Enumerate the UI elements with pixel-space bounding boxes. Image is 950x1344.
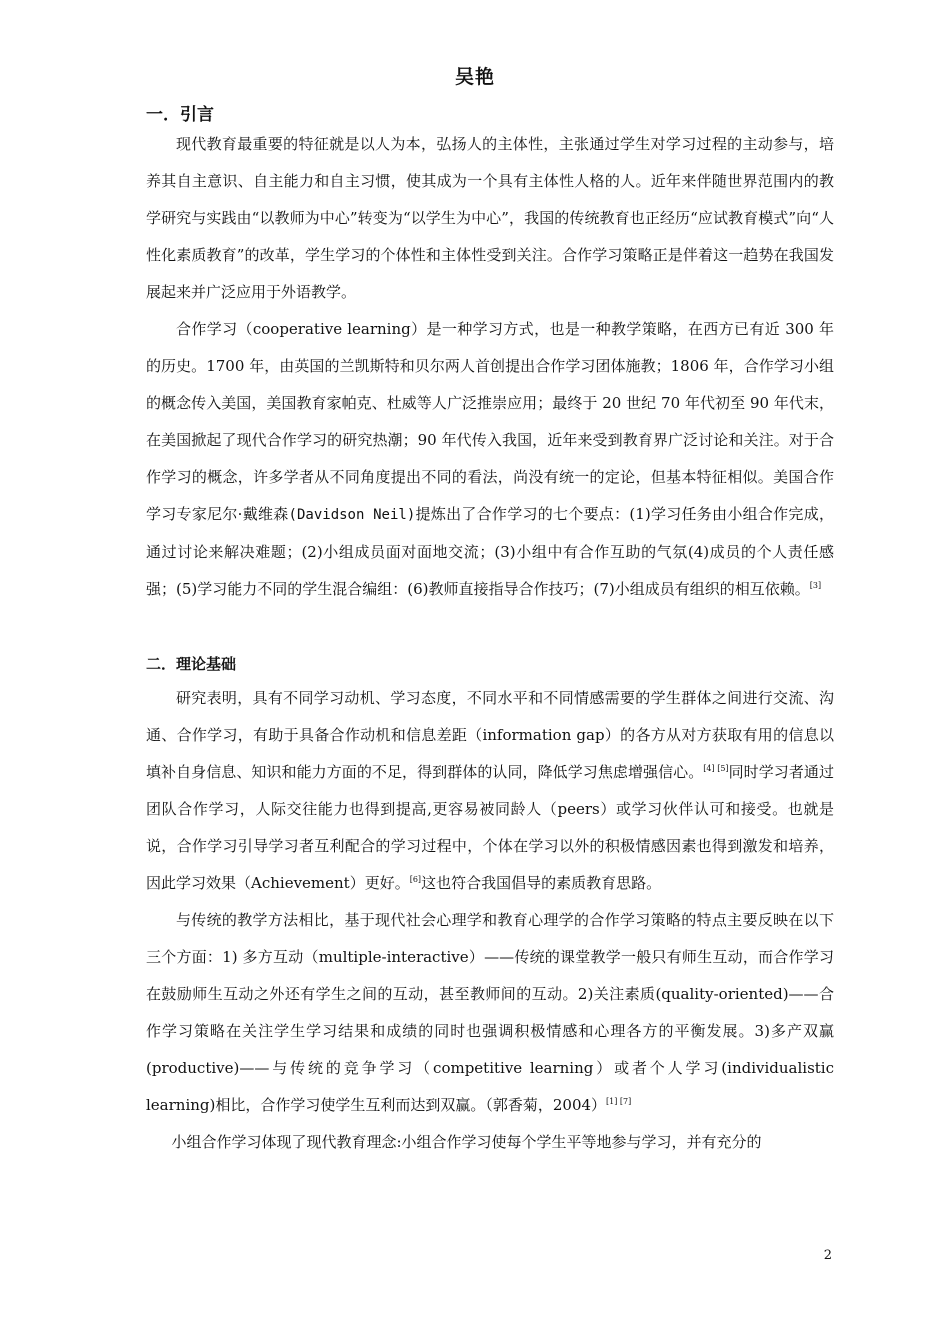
paragraph-text: 这也符合我国倡导的素质教育思路。 (421, 874, 662, 892)
paragraph-text: 合作学习（cooperative learning）是一种学习方式，也是一种教学策略，在西方已有近 300 年的历史。1700 年，由英国的兰凯斯特和贝尔两人首创提出合作学习团体施教；1806 年，合作学习小组的概念传入美国，美国教育家帕克、杜威等人广泛推崇应用；最终于 20 世纪 70 年代初至 90 年代末，在美国掀起了现代合作学习的研究热潮；90 年代传入我国，近年来受到教育界广泛讨论和关注。对于合作学习的概念，许多学者从不同角度提出不同的看法，尚没有统一的定论，但基本特征相似。美国合作学习专家尼尔·戴维森 (146, 320, 834, 523)
citation: [3] (809, 581, 822, 590)
paragraph-text: 研究表明，具有不同学习动机、学习态度，不同水平和不同情感需要的学生群体之间进行交流、沟通、合作学习，有助于具备合作动机和信息差距（information gap）的各方从对方获取有用的信息以填补自身信息、知识和能力方面的不足，得到群体的认同，降低学习焦虑增强信心。 (146, 689, 834, 781)
section-theory-body (146, 680, 834, 1161)
document-title: 吴艳 (454, 66, 495, 88)
page-number: 2 (823, 1248, 832, 1263)
paragraph (146, 680, 834, 902)
paragraph (146, 311, 834, 608)
author-name: (Davidson Neil) (288, 507, 416, 523)
citation: [1] [7] (606, 1097, 632, 1106)
paragraph (146, 902, 834, 1124)
section-introduction-body (146, 126, 834, 608)
paragraph: 小组合作学习体现了现代教育理念:小组合作学习使每个学生平等地参与学习，并有充分的 (171, 1133, 762, 1151)
citation: [4] [5] (703, 764, 729, 773)
citation: [6] (409, 875, 422, 884)
paragraph-text: 提炼出了合作学习的七个要点：(1)学习任务由小组合作完成，通过讨论来解决难题；(2)小组成员面对面地交流；(3)小组中有合作互助的气氛(4)成员的个人责任感强；(5)学习能力不同的学生混合编组：(6)教师直接指导合作技巧；(7)小组成员有组织的相互依赖。 (146, 505, 834, 598)
paragraph-text: 与传统的教学方法相比，基于现代社会心理学和教育心理学的合作学习策略的特点主要反映在以下三个方面：1) 多方互动（multiple-interactive）——传统的课堂教学一般只有师生互动，而合作学习在鼓励师生互动之外还有学生之间的互动，甚至教师间的互动。2)关注素质(quality-oriented)——合作学习策略在关注学生学习结果和成绩的同时也强调积极情感和心理各方的平衡发展。3)多产双赢(productive)——与传统的竞争学习（competitive learning）或者个人学习(individualistic learning)相比，合作学习使学生互利而达到双赢。（郭香菊，2004） (146, 911, 834, 1114)
section-heading-introduction: 一．引言 (146, 105, 214, 125)
paragraph-text: 同时学习者通过团队合作学习，人际交往能力也得到提高,更容易被同龄人（peers）或学习伙伴认可和接受。也就是说，合作学习引导学习者互利配合的学习过程中，个体在学习以外的积极情感因素也得到激发和培养，因此学习效果（Achievement）更好。 (146, 763, 834, 892)
section-heading-theory: 二．理论基础 (146, 655, 237, 673)
paragraph: 现代教育最重要的特征就是以人为本，弘扬人的主体性，主张通过学生对学习过程的主动参与，培养其自主意识、自主能力和自主习惯，使其成为一个具有主体性人格的人。近年来伴随世界范围内的教学研究与实践由“以教师为中心”转变为“以学生为中心”，我国的传统教育也正经历“应试教育模式”向“人性化素质教育”的改革，学生学习的个体性和主体性受到关注。合作学习策略正是伴着这一趋势在我国发展起来并广泛应用于外语教学。 (146, 135, 834, 301)
